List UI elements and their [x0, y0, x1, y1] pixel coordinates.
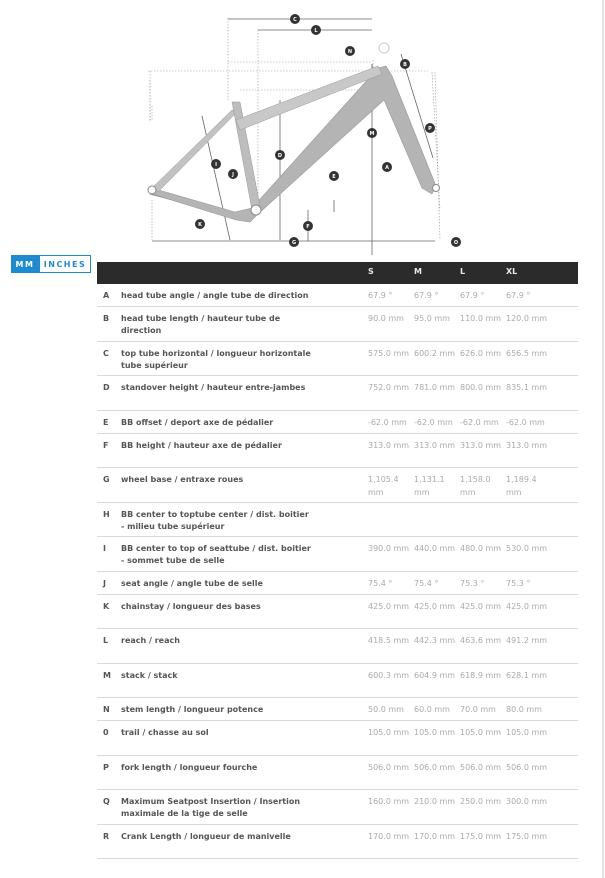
row-value-l: 313.0 mm: [460, 440, 502, 450]
marker-d-label: D: [277, 153, 283, 159]
row-value-m: 75.4 °: [414, 578, 439, 588]
row-value-m: 105.0 mm: [414, 728, 456, 737]
row-value-s: -62.0 mm: [368, 417, 407, 427]
marker-m-label: M: [369, 131, 375, 137]
table-row: [97, 537, 578, 572]
row-label: BB center to toptube center / dist. boitier - milieu tube supérieur: [121, 509, 309, 531]
row-value-l: 618.9 mm: [460, 670, 502, 680]
row-label: chainstay / longueur des bases: [121, 601, 261, 611]
row-label: reach / reach: [121, 636, 180, 645]
row-letter: Q: [103, 797, 110, 806]
row-value-s: 105.0 mm: [368, 728, 410, 737]
row-value-l: 480.0 mm: [460, 544, 502, 553]
row-value-m: 210.0 mm: [414, 797, 456, 806]
row-value-m: 604.9 mm: [414, 670, 456, 680]
column-header-s: S: [368, 267, 374, 276]
row-letter: I: [103, 544, 106, 553]
marker-p: [425, 123, 435, 133]
table-row: [97, 721, 578, 756]
row-value-xl: -62.0 mm: [506, 417, 545, 427]
row-letter: 0: [103, 728, 109, 737]
table-row: [97, 307, 578, 342]
table-row: [97, 434, 578, 469]
row-letter: K: [103, 601, 110, 611]
dimension-arrows: [150, 19, 435, 255]
marker-g: [289, 237, 299, 247]
row-value-m: 95.0 mm: [414, 314, 450, 323]
geometry-table: [97, 284, 578, 859]
row-label: head tube angle / angle tube de direction: [121, 291, 309, 300]
marker-c: [290, 14, 300, 24]
row-label: stem length / longueur potence: [121, 705, 264, 714]
row-letter: E: [103, 417, 109, 427]
table-row: [97, 629, 578, 664]
inches-unit-button[interactable]: INCHES: [39, 255, 91, 273]
row-value-xl: 425.0 mm: [506, 601, 548, 611]
table-row: [97, 503, 578, 538]
marker-i: [211, 159, 221, 169]
row-value-s: 506.0 mm: [368, 762, 410, 772]
row-value-m: 1,131.1 mm: [414, 475, 445, 497]
mm-unit-button[interactable]: MM: [11, 255, 39, 273]
row-value-xl: 175.0 mm: [506, 831, 548, 841]
row-value-m: 67.9 °: [414, 291, 439, 300]
marker-p-label: P: [428, 126, 432, 132]
row-letter: P: [103, 762, 109, 772]
marker-n: [345, 46, 355, 56]
row-letter: D: [103, 383, 110, 392]
marker-f: [303, 221, 313, 231]
row-label: Maximum Seatpost Insertion / Insertion maximale de la tige de selle: [121, 797, 301, 818]
row-letter: C: [103, 348, 109, 358]
row-value-s: 418.5 mm: [368, 636, 410, 645]
row-label: head tube length / hauteur tube de direction: [121, 314, 281, 335]
table-row: [97, 664, 578, 699]
row-value-m: 600.2 mm: [414, 348, 456, 358]
row-value-m: -62.0 mm: [414, 417, 453, 427]
row-value-l: 463.6 mm: [460, 636, 502, 645]
row-value-xl: 313.0 mm: [506, 440, 548, 450]
row-value-xl: 120.0 mm: [506, 314, 548, 323]
marker-a: [382, 162, 392, 172]
row-label: BB center to top of seattube / dist. boitier - sommet tube de selle: [121, 544, 311, 565]
row-value-s: 67.9 °: [368, 291, 393, 300]
row-value-s: 90.0 mm: [368, 314, 404, 323]
row-value-m: 425.0 mm: [414, 601, 456, 611]
row-value-xl: 75.3 °: [506, 578, 531, 588]
row-value-l: 175.0 mm: [460, 831, 502, 841]
row-value-xl: 67.9 °: [506, 291, 531, 300]
row-value-s: 75.4 °: [368, 578, 393, 588]
marker-a-label: A: [385, 165, 389, 171]
row-value-l: 800.0 mm: [460, 383, 502, 392]
table-row: [97, 342, 578, 377]
table-row: [97, 468, 578, 503]
row-value-l: 626.0 mm: [460, 348, 502, 358]
row-label: top tube horizontal / longueur horizontale tube supérieur: [121, 348, 311, 370]
row-value-m: 60.0 mm: [414, 705, 450, 714]
row-letter: J: [103, 578, 106, 588]
table-header: [97, 262, 578, 284]
column-header-m: M: [414, 267, 422, 276]
row-value-xl: 300.0 mm: [506, 797, 548, 806]
row-value-s: 752.0 mm: [368, 383, 410, 392]
marker-i-label: I: [215, 162, 217, 168]
marker-m: [367, 128, 377, 138]
row-value-xl: 105.0 mm: [506, 728, 548, 737]
marker-j-label: J: [232, 172, 234, 178]
row-value-l: 250.0 mm: [460, 797, 502, 806]
row-value-m: 170.0 mm: [414, 831, 456, 841]
row-value-s: 600.3 mm: [368, 670, 410, 680]
row-value-xl: 530.0 mm: [506, 544, 548, 553]
row-label: wheel base / entraxe roues: [121, 475, 244, 484]
marker-b: [400, 59, 410, 69]
table-row: [97, 698, 578, 721]
row-value-s: 390.0 mm: [368, 544, 410, 553]
row-value-l: 110.0 mm: [460, 314, 502, 323]
row-label: trail / chasse au sol: [121, 728, 209, 737]
table-row: [97, 411, 578, 434]
row-letter: R: [103, 831, 110, 841]
row-letter: A: [103, 291, 110, 300]
table-row: [97, 790, 578, 825]
table-row: [97, 756, 578, 791]
marker-c-label: C: [293, 17, 297, 23]
row-value-l: -62.0 mm: [460, 417, 499, 427]
marker-j: [228, 169, 238, 179]
row-value-l: 70.0 mm: [460, 705, 496, 714]
marker-b-label: B: [403, 62, 407, 68]
marker-g-label: G: [291, 240, 297, 246]
row-value-xl: 1,189.4 mm: [506, 475, 537, 497]
marker-e: [329, 171, 339, 181]
column-header-xl: XL: [506, 267, 518, 276]
table-row: [97, 376, 578, 411]
row-value-m: 440.0 mm: [414, 544, 456, 553]
marker-o: [451, 237, 461, 247]
row-value-xl: 835.1 mm: [506, 383, 548, 392]
marker-l-label: L: [314, 28, 318, 34]
row-value-l: 67.9 °: [460, 291, 485, 300]
row-value-xl: 491.2 mm: [506, 636, 548, 645]
marker-o-label: O: [453, 240, 459, 246]
row-value-xl: 628.1 mm: [506, 670, 548, 680]
marker-n-label: N: [347, 49, 353, 55]
marker-f-label: F: [306, 224, 310, 230]
row-value-s: 1,105.4 mm: [368, 475, 399, 497]
row-value-m: 313.0 mm: [414, 440, 456, 450]
row-value-l: 425.0 mm: [460, 601, 502, 611]
bike-frame: [148, 43, 440, 222]
row-label: BB height / hauteur axe de pédalier: [121, 440, 282, 450]
unit-toggle: [11, 255, 91, 273]
row-label: seat angle / angle tube de selle: [121, 578, 263, 588]
marker-l: [311, 25, 321, 35]
row-letter: G: [103, 475, 110, 484]
row-value-m: 442.3 mm: [414, 636, 456, 645]
marker-d: [275, 150, 285, 160]
column-header-l: L: [460, 267, 466, 276]
page-scrollbar-track: [602, 0, 604, 878]
row-value-s: 313.0 mm: [368, 440, 410, 450]
row-letter: B: [103, 314, 110, 323]
marker-k: [195, 219, 205, 229]
row-value-s: 160.0 mm: [368, 797, 410, 806]
table-row: [97, 284, 578, 307]
row-value-s: 575.0 mm: [368, 348, 410, 358]
row-letter: M: [103, 670, 111, 680]
marker-k-label: K: [198, 222, 202, 228]
table-row: [97, 825, 578, 860]
row-value-s: 170.0 mm: [368, 831, 410, 841]
row-label: Crank Length / longueur de manivelle: [121, 831, 291, 841]
row-value-l: 105.0 mm: [460, 728, 502, 737]
row-value-l: 75.3 °: [460, 578, 485, 588]
row-letter: L: [103, 636, 109, 645]
row-label: BB offset / deport axe de pédalier: [121, 417, 274, 427]
row-letter: F: [103, 440, 109, 450]
table-row: [97, 595, 578, 630]
row-value-xl: 656.5 mm: [506, 348, 548, 358]
row-value-xl: 80.0 mm: [506, 705, 542, 714]
row-label: fork length / longueur fourche: [121, 762, 258, 772]
row-value-xl: 506.0 mm: [506, 762, 548, 772]
table-row: [97, 572, 578, 595]
marker-e-label: E: [332, 174, 336, 180]
row-label: standover height / hauteur entre-jambes: [121, 383, 306, 392]
frame-geometry-diagram: [140, 0, 480, 255]
row-letter: H: [103, 509, 110, 519]
row-value-l: 1,158.0 mm: [460, 475, 491, 497]
row-value-s: 50.0 mm: [368, 705, 404, 714]
row-value-s: 425.0 mm: [368, 601, 410, 611]
row-value-l: 506.0 mm: [460, 762, 502, 772]
row-value-m: 506.0 mm: [414, 762, 456, 772]
row-value-m: 781.0 mm: [414, 383, 456, 392]
row-label: stack / stack: [121, 670, 178, 680]
row-letter: N: [103, 705, 110, 714]
